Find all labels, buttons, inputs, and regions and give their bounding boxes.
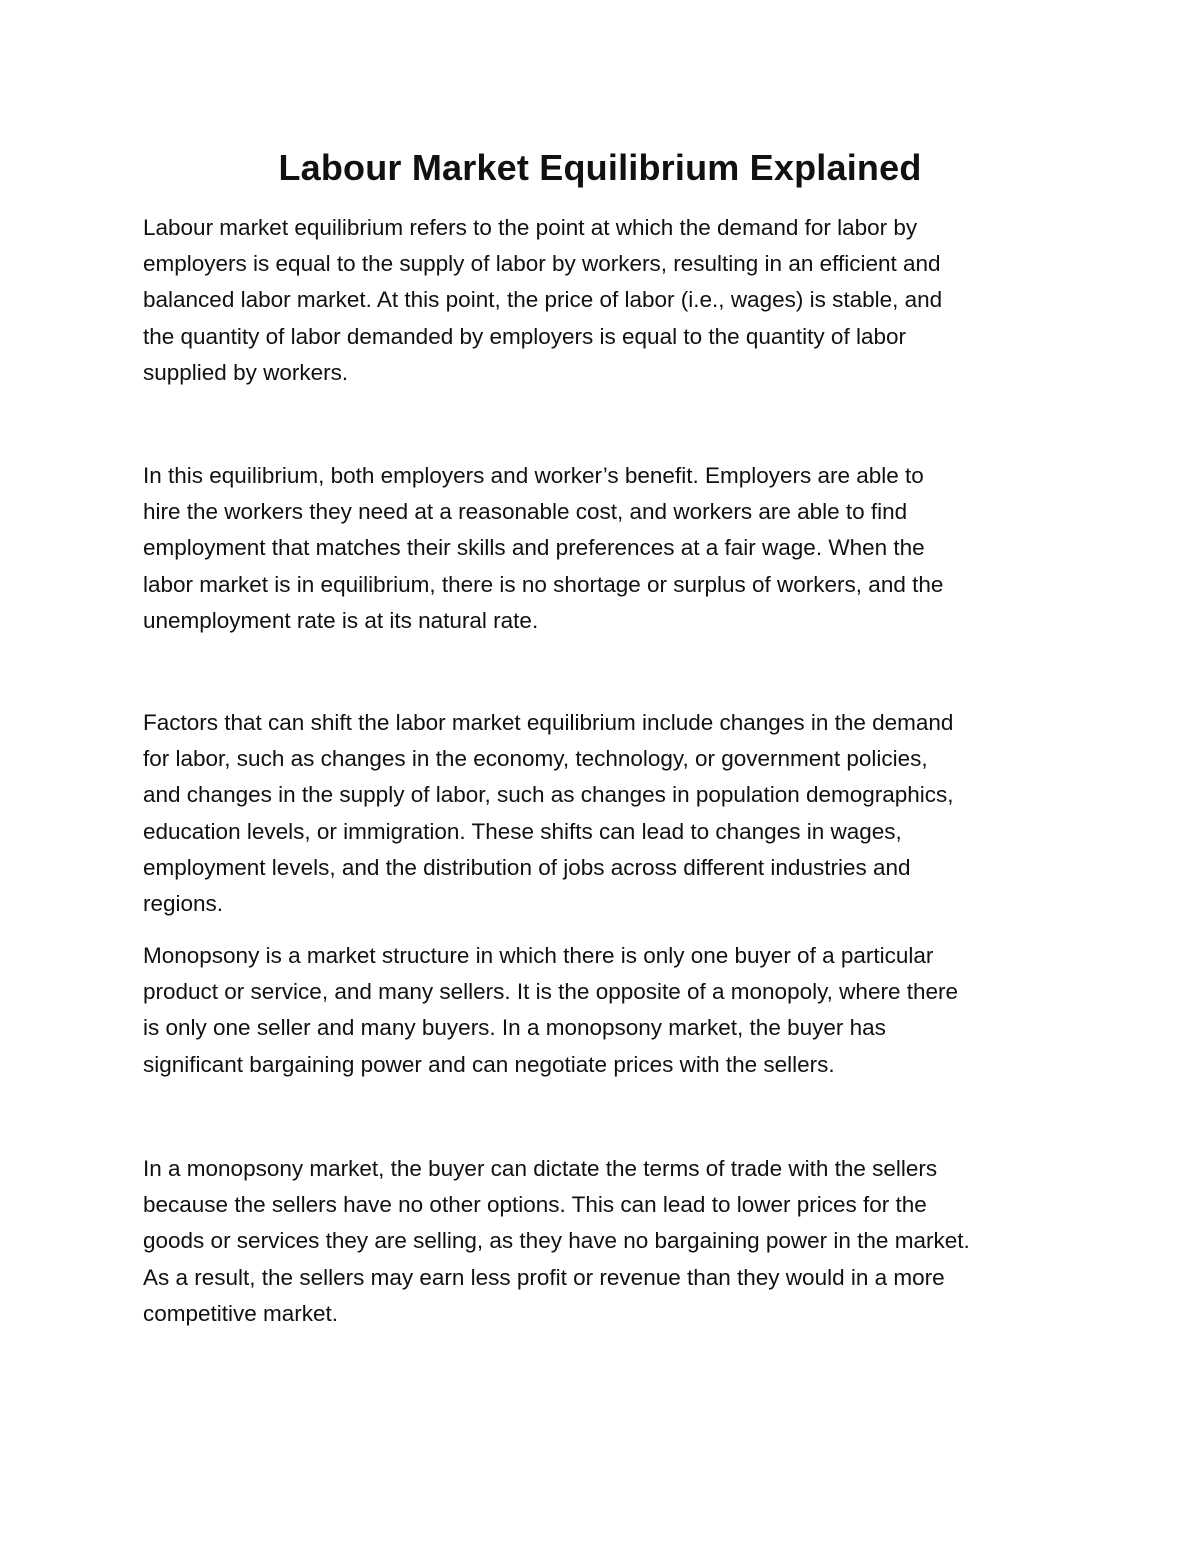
paragraph-line: competitive market. bbox=[143, 1300, 339, 1326]
paragraph-3 bbox=[143, 705, 1063, 922]
paragraph-line: goods or services they are selling, as they have no bargaining power in the market. bbox=[143, 1228, 970, 1254]
paragraph-line: the quantity of labor demanded by employers is equal to the quantity of labor bbox=[143, 323, 906, 349]
paragraph-line: significant bargaining power and can negotiate prices with the sellers. bbox=[143, 1051, 835, 1077]
paragraph-line: supplied by workers. bbox=[143, 359, 349, 385]
paragraph-4 bbox=[143, 938, 1063, 1083]
document-title: Labour Market Equilibrium Explained bbox=[278, 147, 922, 188]
paragraph-line: because the sellers have no other options. This can lead to lower prices for the bbox=[143, 1192, 927, 1218]
paragraph-line: employers is equal to the supply of labor by workers, resulting in an efficient and bbox=[143, 251, 941, 277]
paragraph-5 bbox=[143, 1151, 1063, 1332]
paragraph-line: In a monopsony market, the buyer can dictate the terms of trade with the sellers bbox=[143, 1156, 938, 1181]
paragraph-line: regions. bbox=[143, 891, 224, 917]
paragraph-line: As a result, the sellers may earn less profit or revenue than they would in a more bbox=[143, 1264, 945, 1290]
paragraph-1 bbox=[143, 210, 1063, 391]
paragraph-line: hire the workers they need at a reasonable cost, and workers are able to find bbox=[143, 499, 908, 525]
paragraph-line: unemployment rate is at its natural rate. bbox=[143, 607, 539, 633]
paragraph-2 bbox=[143, 458, 1063, 639]
paragraph-line: In this equilibrium, both employers and worker’s benefit. Employers are able to bbox=[143, 463, 924, 488]
paragraph-line: balanced labor market. At this point, the price of labor (i.e., wages) is stable, and bbox=[143, 287, 943, 313]
paragraph-line: for labor, such as changes in the economy, technology, or government policies, bbox=[143, 746, 928, 772]
paragraph-line: Factors that can shift the labor market equilibrium include changes in the demand bbox=[143, 710, 954, 735]
paragraph-line: labor market is in equilibrium, there is no shortage or surplus of workers, and the bbox=[143, 571, 944, 597]
paragraph-line: employment that matches their skills and preferences at a fair wage. When the bbox=[143, 535, 925, 561]
paragraph-line: is only one seller and many buyers. In a monopsony market, the buyer has bbox=[143, 1015, 886, 1041]
paragraph-line: Labour market equilibrium refers to the point at which the demand for labor by bbox=[143, 215, 918, 240]
paragraph-line: Monopsony is a market structure in which there is only one buyer of a particular bbox=[143, 943, 934, 968]
paragraph-line: product or service, and many sellers. It is the opposite of a monopoly, where there bbox=[143, 979, 958, 1005]
paragraph-line: and changes in the supply of labor, such as changes in population demographics, bbox=[143, 782, 954, 808]
paragraph-line: education levels, or immigration. These shifts can lead to changes in wages, bbox=[143, 818, 902, 844]
paragraph-line: employment levels, and the distribution of jobs across different industries and bbox=[143, 854, 911, 880]
